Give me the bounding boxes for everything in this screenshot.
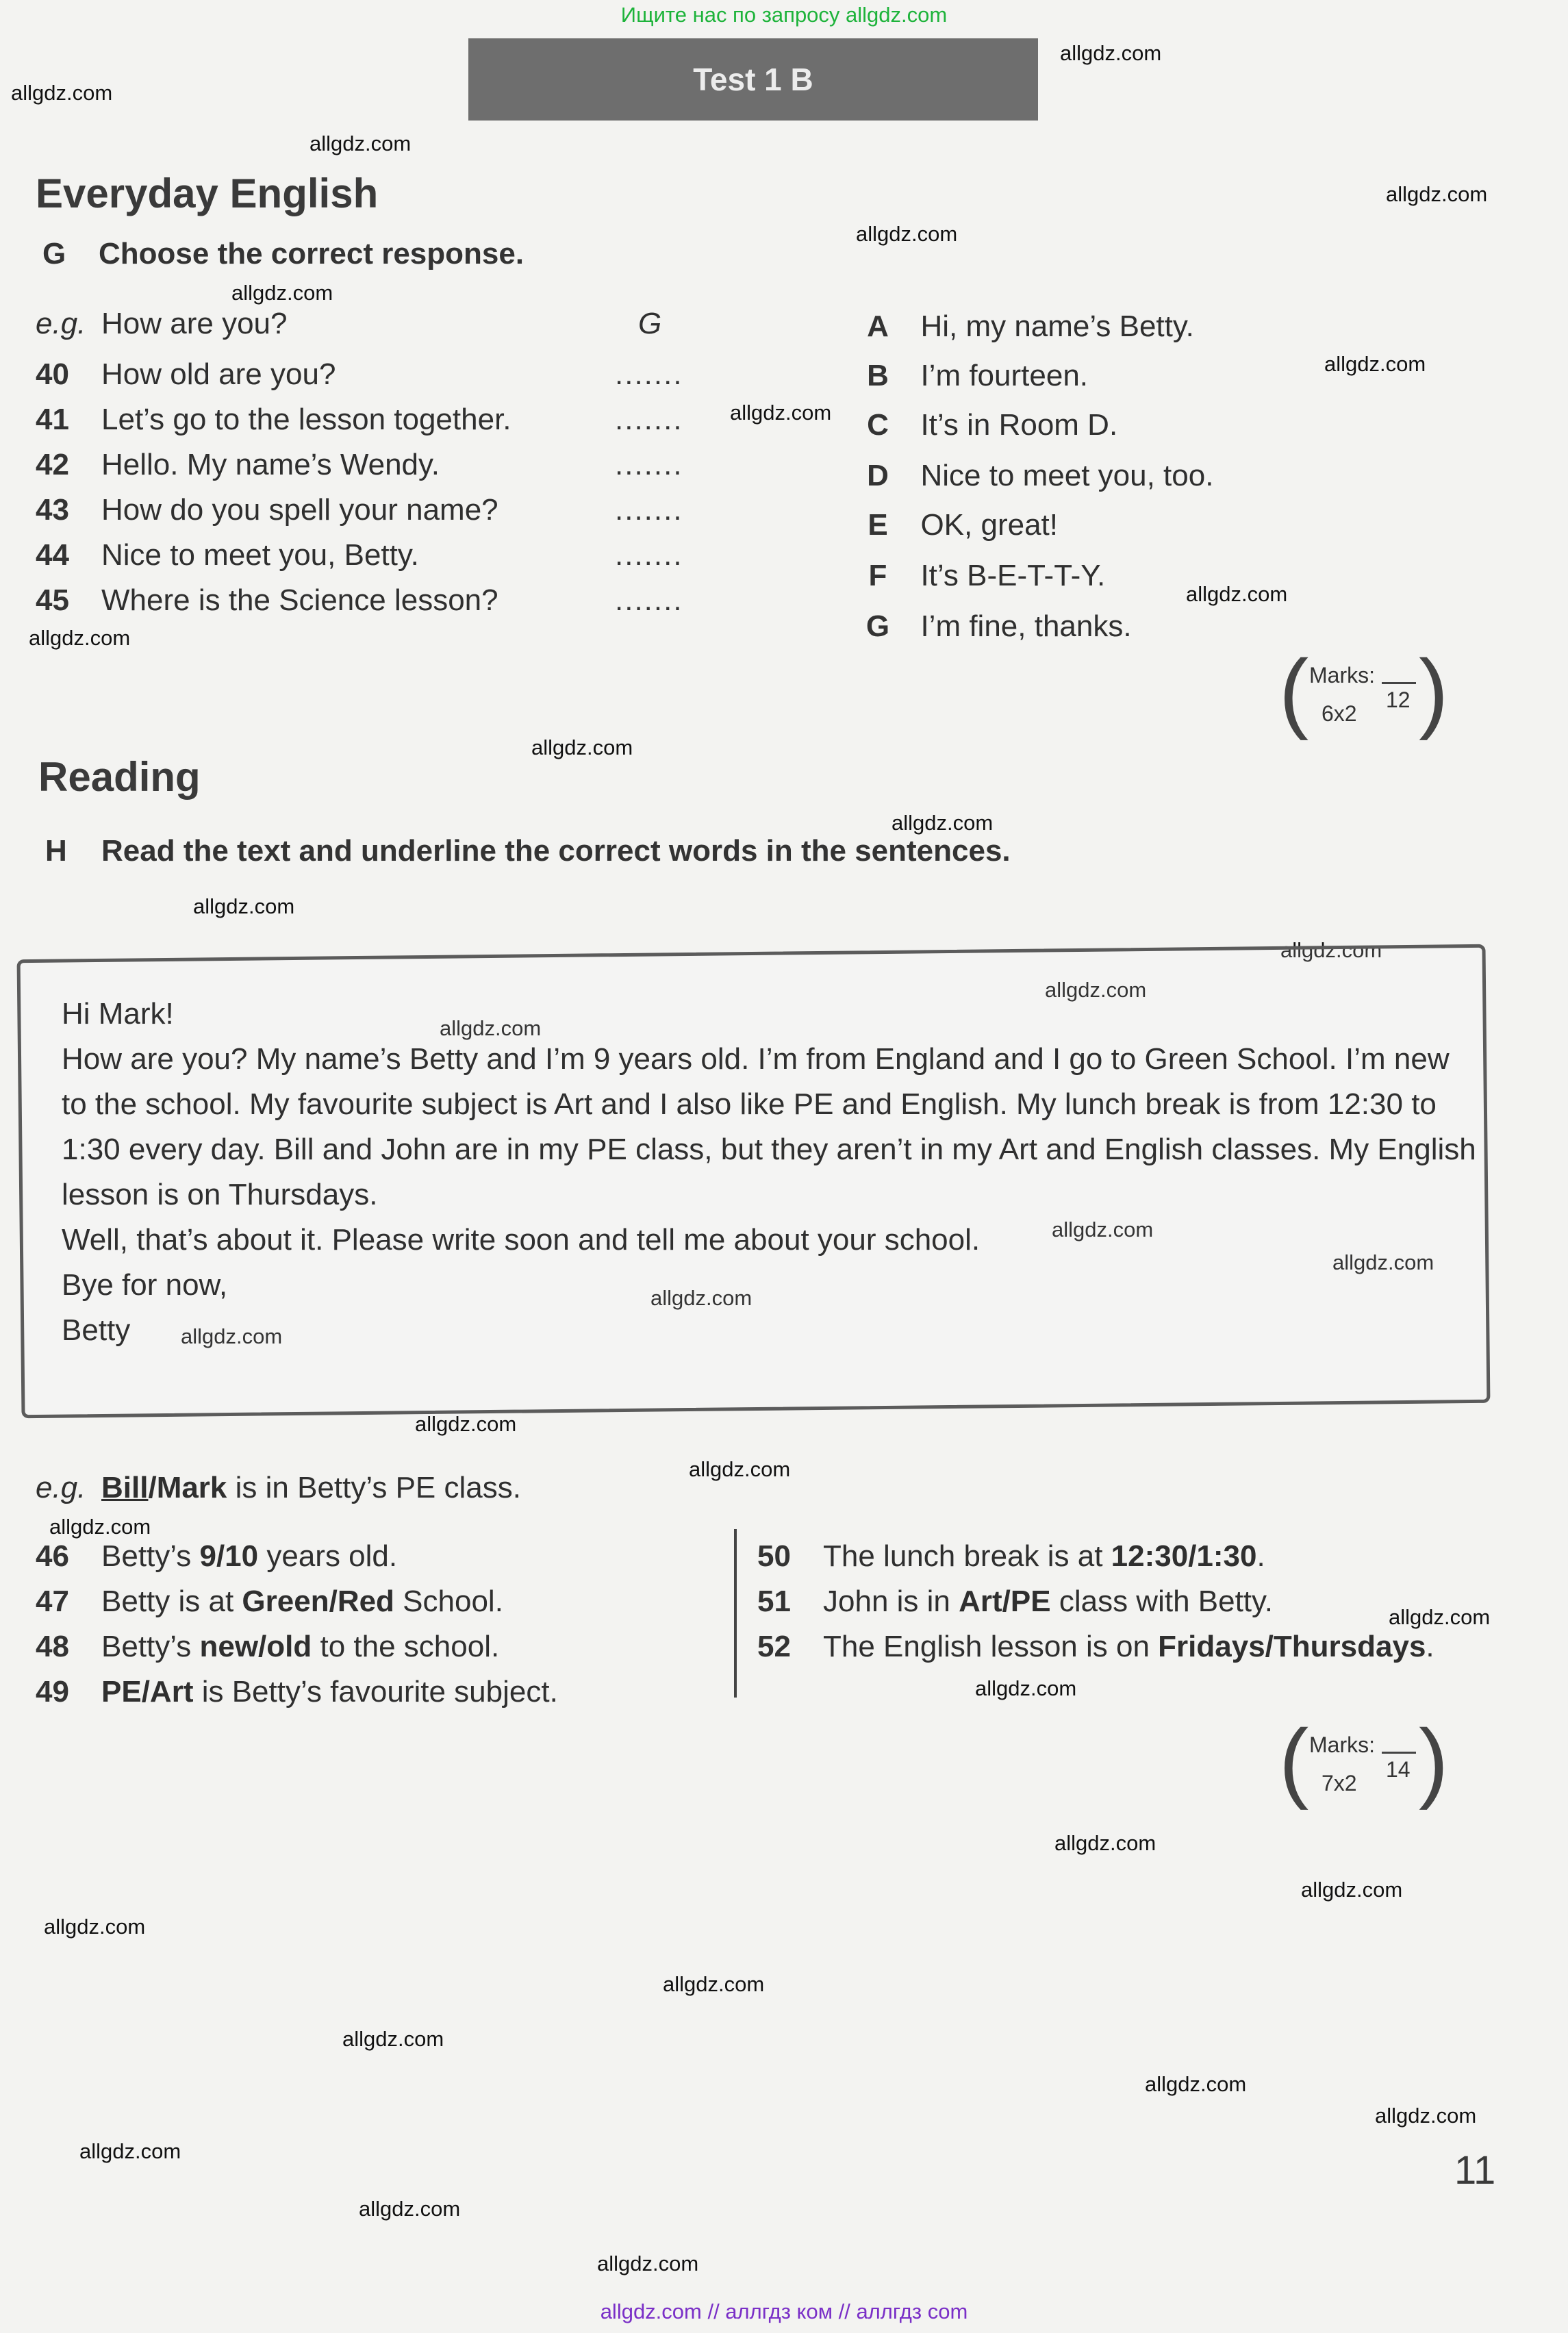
response-row xyxy=(864,408,1117,442)
question-number: e.g. xyxy=(36,1471,86,1504)
response-row xyxy=(864,559,1105,593)
sentence-post: . xyxy=(1256,1539,1265,1573)
response-row xyxy=(864,359,1088,393)
question-text: Let’s go to the lesson together. xyxy=(101,403,511,436)
reading-sentence xyxy=(757,1539,1265,1574)
option-separator: / xyxy=(148,1471,157,1504)
watermark: allgdz.com xyxy=(856,222,958,246)
marks-calc: 7x2 xyxy=(1322,1771,1357,1795)
response-letter: B xyxy=(867,359,889,392)
question-row xyxy=(36,307,287,341)
reading-sentence xyxy=(36,1675,558,1709)
response-row xyxy=(864,459,1213,493)
response-letter: F xyxy=(868,559,887,592)
top-banner[interactable]: Ищите нас по запросу allgdz.com xyxy=(620,3,948,27)
task-letter: H xyxy=(45,834,67,868)
question-number: 49 xyxy=(36,1675,69,1708)
watermark: allgdz.com xyxy=(29,626,131,650)
watermark: allgdz.com xyxy=(1386,182,1488,206)
sentence-pre: Betty’s xyxy=(101,1630,200,1663)
watermark: allgdz.com xyxy=(11,81,113,105)
reading-sentence xyxy=(757,1585,1273,1619)
question-text: Where is the Science lesson? xyxy=(101,583,498,617)
response-letter: E xyxy=(868,508,888,542)
word-options[interactable]: Green/Red xyxy=(242,1585,394,1618)
task-h-instruction xyxy=(45,834,1011,868)
question-row xyxy=(36,448,440,482)
watermark: allgdz.com xyxy=(1332,1250,1434,1274)
sentence-pre: Betty’s xyxy=(101,1539,200,1573)
letter-line: Well, that’s about it. Please write soon and tell me about your school. xyxy=(62,1223,981,1257)
question-number: 44 xyxy=(36,538,69,572)
sentence-pre: The lunch break is at xyxy=(823,1539,1111,1573)
question-text: How old are you? xyxy=(101,357,336,391)
question-text: Nice to meet you, Betty. xyxy=(101,538,419,572)
task-g-instruction xyxy=(42,237,524,271)
word-options[interactable]: Art/PE xyxy=(959,1585,1051,1618)
watermark: allgdz.com xyxy=(342,2027,444,2051)
question-number: 50 xyxy=(757,1539,791,1573)
word-option-underlined[interactable]: Bill xyxy=(101,1471,149,1504)
watermark: allgdz.com xyxy=(663,1972,765,1996)
marks-calc: 6x2 xyxy=(1322,701,1357,726)
watermark: allgdz.com xyxy=(440,1016,542,1040)
section-title-everyday-english: Everyday English xyxy=(36,171,379,216)
marks-fraction-line xyxy=(1382,1752,1416,1754)
marks-label: Marks: xyxy=(1309,1732,1375,1757)
response-text: It’s in Room D. xyxy=(920,408,1118,442)
letter-line: Bye for now, xyxy=(62,1268,228,1302)
answer-blank[interactable]: ....... xyxy=(615,583,683,617)
question-row xyxy=(36,583,498,618)
response-letter: G xyxy=(865,609,890,643)
watermark: allgdz.com xyxy=(597,2252,699,2275)
question-number: e.g. xyxy=(36,307,86,340)
letter-line: 1:30 every day. Bill and John are in my PE class, but they aren’t in my Art and English classes. My English xyxy=(62,1133,1476,1166)
watermark: allgdz.com xyxy=(975,1676,1077,1700)
sentence-post: years old. xyxy=(258,1539,398,1573)
watermark: allgdz.com xyxy=(1186,582,1288,606)
watermark: allgdz.com xyxy=(181,1324,283,1348)
section-title-reading: Reading xyxy=(38,754,201,800)
sentence-post: to the school. xyxy=(312,1630,500,1663)
watermark: allgdz.com xyxy=(193,894,295,918)
question-number: 41 xyxy=(36,403,69,436)
watermark: allgdz.com xyxy=(1375,2104,1477,2128)
reading-sentence xyxy=(757,1630,1434,1664)
question-number: 45 xyxy=(36,583,69,617)
watermark: allgdz.com xyxy=(689,1457,791,1481)
response-letter: C xyxy=(867,408,889,442)
watermark: allgdz.com xyxy=(1054,1831,1156,1855)
letter-line: Hi Mark! xyxy=(62,997,174,1031)
task-text: Read the text and underline the correct words in the sentences. xyxy=(101,834,1011,868)
question-number: 51 xyxy=(757,1585,791,1618)
sentence-post: is Betty’s favourite subject. xyxy=(193,1675,558,1708)
answer-blank[interactable]: ....... xyxy=(615,403,683,436)
letter-line: lesson is on Thursdays. xyxy=(62,1178,378,1211)
page-number: 11 xyxy=(1454,2148,1496,2193)
watermark: allgdz.com xyxy=(231,281,333,305)
marks-label: Marks: xyxy=(1309,663,1375,688)
response-text: I’m fine, thanks. xyxy=(920,609,1132,643)
word-option[interactable]: Mark xyxy=(156,1471,227,1504)
question-number: 42 xyxy=(36,448,69,481)
letter-line: Betty xyxy=(62,1313,131,1347)
marks-total: 12 xyxy=(1386,688,1411,712)
response-text: Hi, my name’s Betty. xyxy=(920,310,1194,343)
question-number: 48 xyxy=(36,1630,69,1663)
response-row xyxy=(864,609,1132,644)
response-letter: A xyxy=(867,310,889,343)
sentence-post: class with Betty. xyxy=(1050,1585,1273,1618)
question-number: 40 xyxy=(36,357,69,391)
answer-blank[interactable]: ....... xyxy=(615,538,683,572)
watermark: allgdz.com xyxy=(79,2139,181,2163)
question-text: How do you spell your name? xyxy=(101,493,498,527)
letter-line: How are you? My name’s Betty and I’m 9 years old. I’m from England and I go to Green School. I’m new xyxy=(62,1042,1450,1076)
bottom-banner[interactable]: allgdz.com // аллгдз ком // аллгдз com xyxy=(600,2299,968,2323)
response-text: It’s B-E-T-T-Y. xyxy=(920,559,1106,592)
sentence-pre: The English lesson is on xyxy=(823,1630,1159,1663)
watermark: allgdz.com xyxy=(1389,1605,1491,1629)
watermark: allgdz.com xyxy=(1301,1878,1403,1902)
answer-blank[interactable]: ....... xyxy=(615,357,683,391)
watermark: allgdz.com xyxy=(1045,978,1147,1002)
marks-bracket-right: ) xyxy=(1419,641,1449,741)
sentence-rest: is in Betty’s PE class. xyxy=(227,1471,521,1504)
question-text: Hello. My name’s Wendy. xyxy=(101,448,440,481)
reading-sentence xyxy=(36,1630,499,1664)
marks-total: 14 xyxy=(1386,1757,1411,1782)
question-row xyxy=(36,403,511,437)
sentence-post: . xyxy=(1426,1630,1434,1663)
reading-sentence xyxy=(36,1585,503,1619)
question-number: 52 xyxy=(757,1630,791,1663)
word-options[interactable]: Fridays/Thursdays xyxy=(1158,1630,1426,1663)
watermark: allgdz.com xyxy=(730,401,832,425)
sentence-pre: Betty is at xyxy=(101,1585,242,1618)
watermark: allgdz.com xyxy=(44,1915,146,1939)
response-text: OK, great! xyxy=(920,508,1058,542)
watermark: allgdz.com xyxy=(1060,41,1162,65)
watermark: allgdz.com xyxy=(415,1412,517,1436)
watermark: allgdz.com xyxy=(49,1515,151,1539)
letter-line: to the school. My favourite subject is Art and I also like PE and English. My lunch break is from 12:30 to xyxy=(62,1087,1437,1121)
watermark: allgdz.com xyxy=(1324,352,1426,376)
test-header: Test 1 B xyxy=(468,38,1038,121)
word-options[interactable]: new/old xyxy=(199,1630,312,1663)
watermark: allgdz.com xyxy=(892,811,994,835)
marks-bracket-left: ( xyxy=(1279,641,1309,741)
marks-fraction-line xyxy=(1382,682,1416,684)
response-row xyxy=(864,508,1058,542)
example-answer: G xyxy=(638,307,662,340)
watermark: allgdz.com xyxy=(1052,1218,1154,1241)
answer-blank[interactable]: ....... xyxy=(615,448,683,481)
marks-bracket-left: ( xyxy=(1279,1711,1309,1811)
watermark: allgdz.com xyxy=(650,1286,753,1310)
watermark: allgdz.com xyxy=(531,735,633,759)
marks-bracket-right: ) xyxy=(1419,1711,1449,1811)
response-text: I’m fourteen. xyxy=(920,359,1089,392)
task-letter: G xyxy=(42,237,66,270)
watermark: allgdz.com xyxy=(359,2197,461,2221)
question-row xyxy=(36,538,419,572)
word-options[interactable]: PE/Art xyxy=(101,1675,194,1708)
question-number: 46 xyxy=(36,1539,69,1573)
question-row xyxy=(36,493,498,527)
question-text: How are you? xyxy=(101,307,288,340)
question-number: 43 xyxy=(36,493,69,527)
task-text: Choose the correct response. xyxy=(99,237,524,270)
watermark: allgdz.com xyxy=(1145,2072,1247,2096)
watermark: allgdz.com xyxy=(1280,938,1382,962)
answer-blank[interactable]: ....... xyxy=(615,493,683,527)
column-divider xyxy=(734,1529,737,1698)
response-letter: D xyxy=(867,459,889,492)
sentence-pre: John is in xyxy=(823,1585,959,1618)
reading-sentence xyxy=(36,1539,397,1574)
question-row xyxy=(36,357,336,392)
response-row xyxy=(864,310,1194,344)
word-options[interactable]: 9/10 xyxy=(199,1539,259,1573)
question-number: 47 xyxy=(36,1585,69,1618)
word-options[interactable]: 12:30/1:30 xyxy=(1111,1539,1257,1573)
reading-example xyxy=(36,1471,521,1505)
sentence-post: School. xyxy=(394,1585,503,1618)
response-text: Nice to meet you, too. xyxy=(920,459,1214,492)
watermark: allgdz.com xyxy=(309,131,412,155)
